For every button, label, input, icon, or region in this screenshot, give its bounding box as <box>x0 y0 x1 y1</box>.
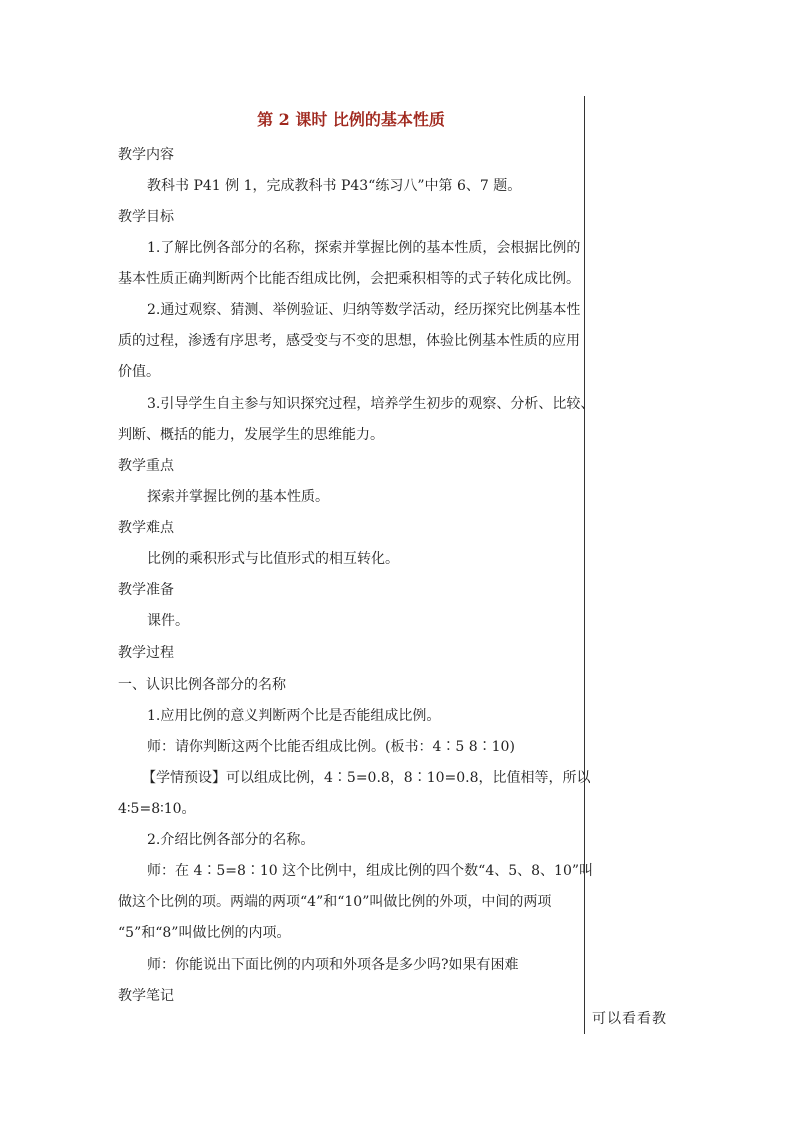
teacher2-line2: 做这个比例的项。两端的两项“4”和“10”叫做比例的外项，中间的两项 <box>118 894 552 910</box>
goal3-line1: 3.引导学生自主参与知识探究过程，培养学生初步的观察、分析、比较、 <box>147 396 595 412</box>
preview-line1: 【学情预设】可以组成比例，4∶5=0.8，8∶10=0.8，比值相等，所以 <box>142 770 591 786</box>
teacher2-line3: “5”和“8”叫做比例的内项。 <box>118 925 291 941</box>
teacher2-line1: 师：在 4∶5=8∶10 这个比例中，组成比例的四个数“4、5、8、10”叫 <box>147 863 594 879</box>
teacher1: 师：请你判断这两个比能否组成比例。(板书：4∶5 8∶10) <box>147 739 515 755</box>
heading-prep: 教学准备 <box>118 582 174 598</box>
goal1-line2: 基本性质正确判断两个比能否组成比例，会把乘积相等的式子转化成比例。 <box>118 271 580 287</box>
heading-content: 教学内容 <box>118 147 174 163</box>
column-divider <box>584 96 585 1034</box>
step2: 2.介绍比例各部分的名称。 <box>147 832 315 848</box>
side-note: 可以看看教 <box>592 1011 667 1027</box>
goal2-line3: 价值。 <box>118 364 160 380</box>
step1: 1.应用比例的意义判断两个比是否能组成比例。 <box>147 708 441 724</box>
teacher3: 师：你能说出下面比例的内项和外项各是多少吗?如果有困难 <box>147 957 519 973</box>
heading-goals: 教学目标 <box>118 209 174 225</box>
heading-notes: 教学笔记 <box>118 988 174 1004</box>
heading-process: 教学过程 <box>118 645 174 661</box>
heading-key: 教学重点 <box>118 458 174 474</box>
key-text: 探索并掌握比例的基本性质。 <box>147 489 329 505</box>
content-text: 教科书 P41 例 1，完成教科书 P43“练习八”中第 6、7 题。 <box>147 178 522 194</box>
preview-line2: 4∶5=8∶10。 <box>118 801 196 817</box>
goal1-line1: 1.了解比例各部分的名称，探索并掌握比例的基本性质，会根据比例的 <box>147 240 581 256</box>
goal2-line2: 质的过程，渗透有序思考，感受变与不变的思想，体验比例基本性质的应用 <box>118 333 580 349</box>
lesson-title: 第 2 课时 比例的基本性质 <box>257 110 445 129</box>
difficulty-text: 比例的乘积形式与比值形式的相互转化。 <box>147 551 399 567</box>
prep-text: 课件。 <box>147 613 189 629</box>
goal3-line2: 判断、概括的能力，发展学生的思维能力。 <box>118 427 384 443</box>
heading-difficulty: 教学难点 <box>118 520 174 536</box>
section1-title: 一、认识比例各部分的名称 <box>118 677 286 693</box>
goal2-line1: 2.通过观察、猜测、举例验证、归纳等数学活动，经历探究比例基本性 <box>147 302 581 318</box>
